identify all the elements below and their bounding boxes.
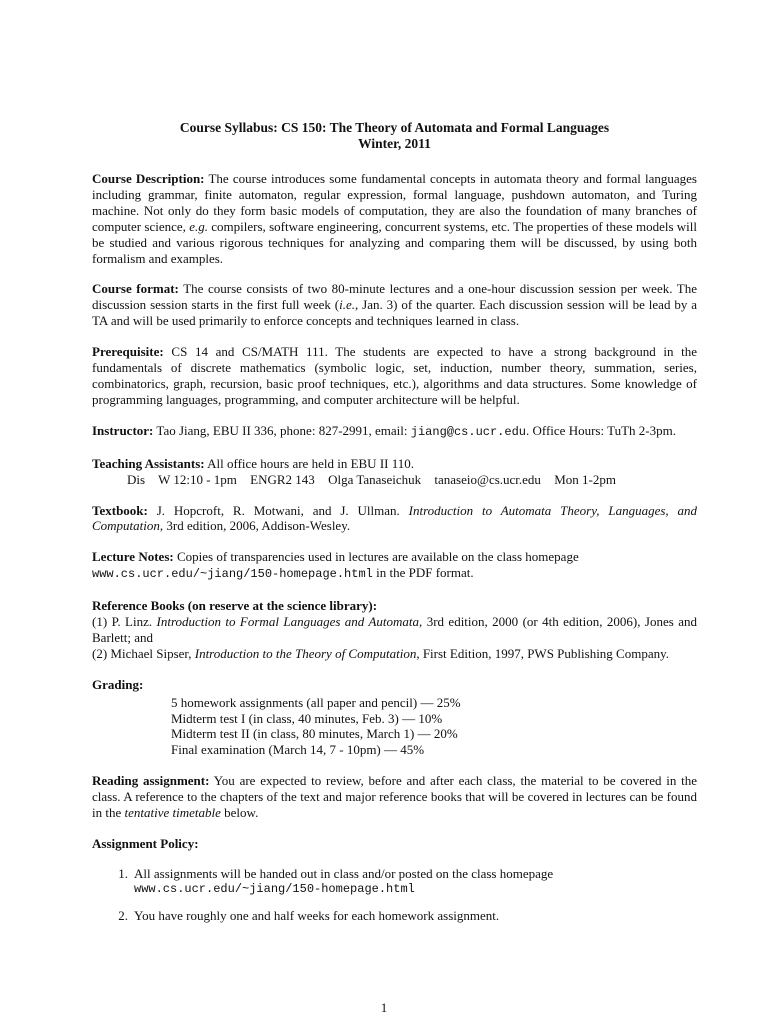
grading xyxy=(92,677,697,759)
reference-1-details: , 3rd edition, 2000 (or 4th edition, 2006), Jones and Barlett; and xyxy=(92,614,697,645)
homepage-link[interactable]: www.cs.ucr.edu/~jiang/150-homepage.html xyxy=(92,567,373,582)
section-label: Grading: xyxy=(92,676,144,692)
ie-abbrev: i.e. xyxy=(339,297,355,313)
section-label: Reference Books (on reserve at the science library): xyxy=(92,598,378,614)
reference-books xyxy=(92,598,697,662)
policy-text: You have roughly one and half weeks for each homework assignment. xyxy=(134,907,500,923)
instructor-email: jiang@cs.ucr.edu xyxy=(410,424,526,439)
textbook-title: Introduction to Automata Theory, Languages, and Computation xyxy=(92,502,698,534)
ta-note: All office hours are held in EBU II 110. xyxy=(207,455,414,471)
reference-2 xyxy=(92,646,697,662)
list-item xyxy=(92,866,697,898)
format-text-1: The course consists of two 80-minute lectures and a one-hour discussion session per week. The discussion session starts in the first full week ( xyxy=(92,281,697,313)
page-number: 1 xyxy=(380,1000,388,1015)
grading-item: Midterm test II (in class, 80 minutes, March 1) — 20% xyxy=(171,726,458,742)
list-item xyxy=(92,908,697,924)
list-number: 2. xyxy=(118,907,128,923)
notes-text: Copies of transparencies used in lectures are available on the class homepage xyxy=(176,549,579,565)
syllabus-content xyxy=(92,120,697,934)
ta-hours: Mon 1-2pm xyxy=(554,471,616,487)
section-label: Course format: xyxy=(92,281,179,297)
grading-item: Midterm test I (in class, 40 minutes, Feb. 3) — 10% xyxy=(171,710,443,726)
assignment-policy xyxy=(92,836,697,924)
ta-type: Dis xyxy=(127,471,146,487)
textbook-details: , 3rd edition, 2006, Addison-Wesley. xyxy=(159,518,351,534)
grading-list xyxy=(92,695,697,759)
reference-2-author: (2) Michael Sipser, xyxy=(92,645,192,661)
textbook-authors: J. Hopcroft, R. Motwani, and J. Ullman. xyxy=(156,502,400,518)
notes-after: in the PDF format. xyxy=(376,565,474,581)
policy-list xyxy=(92,866,697,924)
reading-text-2: below. xyxy=(224,805,259,821)
section-label: Course Description: xyxy=(92,171,205,186)
policy-text: All assignments will be handed out in class and/or posted on the class homepage xyxy=(134,865,554,881)
section-label: Lecture Notes: xyxy=(92,549,174,565)
list-number: 1. xyxy=(118,865,128,881)
ta-email: tanaseio@cs.ucr.edu xyxy=(434,471,541,487)
ta-room: ENGR2 143 xyxy=(250,471,315,487)
description-text-1: The course introduces some fundamental concepts in automata theory and formal languages including grammar, finite automaton, regular expression, formal language, pushdown automaton, and Turing machine. Not only do they form basic models of computation, they are also the foundation of many branches of computer science, xyxy=(92,171,697,234)
textbook xyxy=(92,503,697,535)
eg-abbrev: e.g. xyxy=(189,218,208,234)
teaching-assistants xyxy=(92,456,697,488)
course-format xyxy=(92,281,697,329)
section-label: Instructor: xyxy=(92,422,154,438)
section-label: Textbook: xyxy=(92,502,148,518)
reading-text-1: You are expected to review, before and after each class, the material to be covered in the class. A reference to the chapters of the text and major reference books that will be covered in lectures can be found in the xyxy=(92,773,697,821)
description-text-2: compilers, software engineering, concurrent systems, etc. The properties of these models will be studied and various rigorous techniques for analyzing and comparing them will be discussed, by using both formalism and examples. xyxy=(92,218,698,266)
prerequisite xyxy=(92,344,697,408)
reference-1-title: Introduction to Formal Languages and Automata xyxy=(156,614,420,630)
reference-2-title: Introduction to the Theory of Computation xyxy=(194,645,417,661)
format-text-2: , Jan. 3) of the quarter. Each discussion session will be lead by a TA and will be used primarily to enforce concepts and techniques learned in class. xyxy=(92,297,698,329)
grading-item: 5 homework assignments (all paper and pencil) — 25% xyxy=(171,694,461,710)
prerequisite-text: CS 14 and CS/MATH 111. The students are expected to have a strong background in the fundamentals of discrete mathematics (symbolic logic, set, induction, number theory, summation, series, combinatorics, graph, recursion, basic proof techniques, etc.), algorithms and data structures. Some knowledge of programming languages, programming, and computer architecture will be helpful. xyxy=(92,344,698,407)
reference-2-details: , First Edition, 1997, PWS Publishing Company. xyxy=(416,645,670,661)
ta-time: W 12:10 - 1pm xyxy=(158,471,237,487)
instructor-text-2: . Office Hours: TuTh 2-3pm. xyxy=(525,422,676,438)
instructor-text-1: Tao Jiang, EBU II 336, phone: 827-2991, email: xyxy=(156,422,408,438)
reference-1 xyxy=(92,614,697,646)
page-title xyxy=(92,120,697,152)
ta-name: Olga Tanaseichuk xyxy=(328,471,422,487)
reading-assignment xyxy=(92,773,697,821)
title-line-2: Winter, 2011 xyxy=(358,136,431,151)
instructor xyxy=(92,423,697,441)
reference-1-author: (1) P. Linz. xyxy=(92,614,153,630)
tentative-timetable: tentative timetable xyxy=(124,805,221,821)
course-description xyxy=(92,171,697,266)
section-label: Reading assignment: xyxy=(92,773,210,789)
section-label: Prerequisite: xyxy=(92,344,164,360)
grading-item: Final examination (March 14, 7 - 10pm) — 45% xyxy=(171,742,425,758)
ta-row xyxy=(92,472,697,488)
lecture-notes xyxy=(92,549,697,583)
section-label: Teaching Assistants: xyxy=(92,455,205,471)
section-label: Assignment Policy: xyxy=(92,836,199,851)
title-line-1: Course Syllabus: CS 150: The Theory of Automata and Formal Languages xyxy=(179,120,610,135)
homepage-link[interactable]: www.cs.ucr.edu/~jiang/150-homepage.html xyxy=(134,881,415,896)
